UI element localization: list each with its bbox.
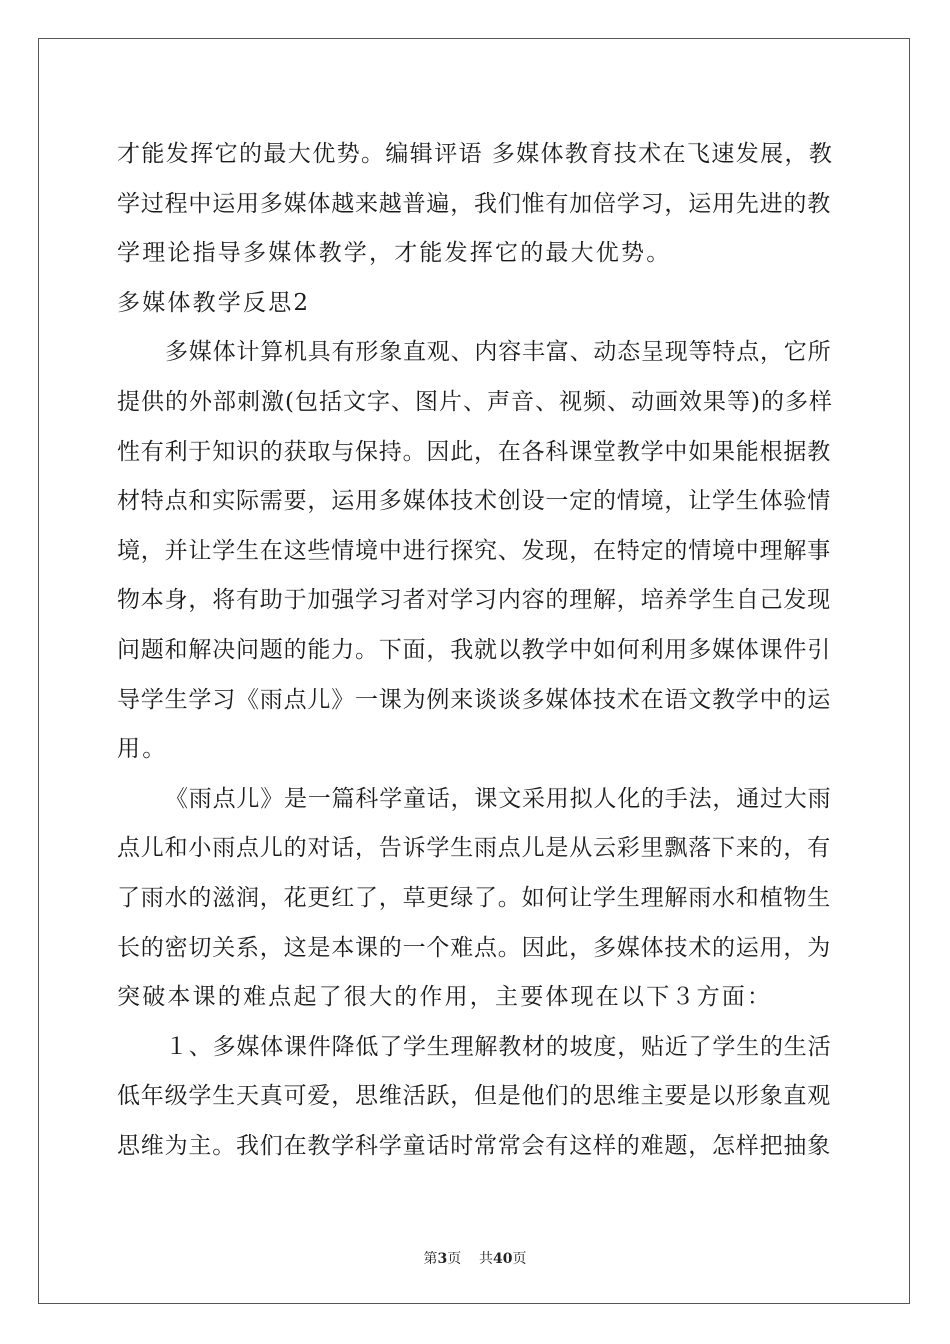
- text-line: 问题和解决问题的能力。下面，我就以教学中如何利用多媒体课件引: [117, 636, 831, 663]
- total-suffix: 页: [512, 1251, 527, 1267]
- text-line: 《雨点儿》是一篇科学童话，课文采用拟人化的手法，通过大雨: [165, 785, 832, 812]
- section-heading: 多媒体教学反思2: [117, 289, 311, 316]
- text-line: 用。: [117, 736, 168, 763]
- total-pages: 40: [493, 1251, 513, 1267]
- page-footer: [0, 1248, 950, 1268]
- text-line: 了雨水的滋润，花更红了，草更绿了。如何让学生理解雨水和植物生: [117, 884, 831, 911]
- text-line: 突破本课的难点起了很大的作用，主要体现在以下３方面：: [117, 984, 773, 1011]
- text-line: 思维为主。我们在教学科学童话时常常会有这样的难题，怎样把抽象: [117, 1132, 831, 1159]
- text-line: 长的密切关系，这是本课的一个难点。因此，多媒体技术的运用，为: [117, 934, 831, 961]
- total-prefix: 共: [479, 1251, 494, 1267]
- document-body: [117, 130, 833, 1171]
- text-line: 性有利于知识的获取与保持。因此，在各科课堂教学中如果能根据教: [117, 438, 831, 465]
- text-line: 提供的外部刺激(包括文字、图片、声音、视频、动画效果等)的多样: [117, 388, 833, 415]
- text-line: 物本身，将有助于加强学习者对学习内容的理解，培养学生自己发现: [117, 587, 831, 614]
- text-line: 学理论指导多媒体教学，才能发挥它的最大优势。: [117, 240, 672, 267]
- text-line: 学过程中运用多媒体越来越普遍，我们惟有加倍学习，运用先进的教: [117, 190, 831, 217]
- page-number: 3: [437, 1251, 448, 1267]
- text-line: １、多媒体课件降低了学生理解教材的坡度，贴近了学生的生活: [165, 1033, 832, 1060]
- text-line: 多媒体计算机具有形象直观、内容丰富、动态呈现等特点，它所: [165, 339, 832, 366]
- text-line: 才能发挥它的最大优势。编辑评语 多媒体教育技术在飞速发展，教: [117, 141, 834, 167]
- page-prefix: 第: [423, 1251, 438, 1267]
- text-line: 点儿和小雨点儿的对话，告诉学生雨点儿是从云彩里飘落下来的，有: [117, 835, 831, 862]
- page-suffix: 页: [447, 1251, 462, 1267]
- text-line: 境，并让学生在这些情境中进行探究、发现，在特定的情境中理解事: [117, 537, 831, 564]
- text-line: 导学生学习《雨点儿》一课为例来谈谈多媒体技术在语文教学中的运: [117, 686, 831, 713]
- text-line: 低年级学生天真可爱，思维活跃，但是他们的思维主要是以形象直观: [117, 1083, 831, 1110]
- text-line: 材特点和实际需要，运用多媒体技术创设一定的情境，让学生体验情: [117, 488, 831, 515]
